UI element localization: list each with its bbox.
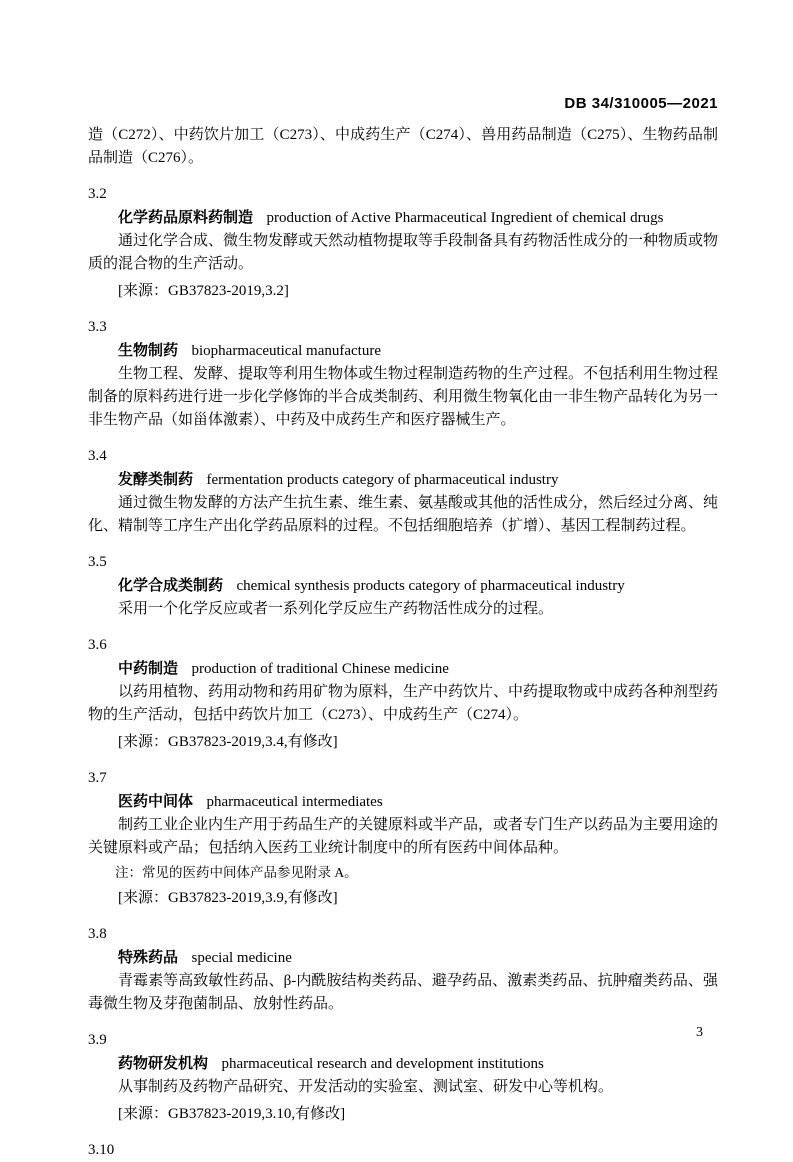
term-zh: 特殊药品 [118, 949, 179, 966]
term-en: production of traditional Chinese medicine [191, 661, 449, 677]
source-line: [来源：GB37823-2019,3.9,有修改] [118, 890, 338, 906]
source-line: [来源：GB37823-2019,3.2] [118, 283, 289, 299]
term-line [88, 946, 718, 970]
page-content [88, 96, 718, 1162]
term-en: chemical synthesis products category of pharmaceutical industry [236, 578, 625, 594]
definition-paragraph: 通过化学合成、微生物发酵或天然动植物提取等手段制备具有药物活性成分的一种物质或物质的混合物的生产活动。 [88, 233, 719, 272]
source-line: [来源：GB37823-2019,3.10,有修改] [118, 1106, 346, 1122]
section-number: 3.5 [88, 554, 107, 570]
term-en: biopharmaceutical manufacture [191, 343, 382, 359]
term-zh: 中药制造 [118, 660, 179, 677]
definition-paragraph: 生物工程、发酵、提取等利用生物体或生物过程制造药物的生产过程。不包括利用生物过程制备的原料药进行进一步化学修饰的半合成类制药、利用微生物氧化由一非生物产品转化为另一非生物产品（如甾体激素）、中药及中成药生产和医疗器械生产。 [88, 366, 719, 428]
term-line [88, 657, 718, 681]
term-zh: 药物研发机构 [118, 1055, 209, 1072]
section-number: 3.7 [88, 770, 107, 786]
term-en: production of Active Pharmaceutical Ingredient of chemical drugs [266, 210, 664, 226]
definition-paragraph: 通过微生物发酵的方法产生抗生素、维生素、氨基酸或其他的活性成分，然后经过分离、纯化、精制等工序生产出化学药品原料的过程。不包括细胞培养（扩增）、基因工程制药过程。 [88, 495, 719, 534]
term-line [88, 339, 718, 363]
section-number: 3.4 [88, 448, 107, 464]
page-number: 3 [696, 1025, 703, 1040]
source-line: [来源：GB37823-2019,3.4,有修改] [118, 734, 338, 750]
term-line [88, 1052, 718, 1076]
term-line [88, 468, 718, 492]
term-en: fermentation products category of pharmaceutical industry [206, 472, 559, 488]
term-zh: 生物制药 [118, 342, 179, 359]
definition-paragraph: 制药工业企业内生产用于药品生产的关键原料或半产品，或者专门生产以药品为主要用途的关键原料或产品；包括纳入医药工业统计制度中的所有医药中间体品种。 [88, 817, 719, 856]
section-number: 3.6 [88, 637, 107, 653]
standard-number-header: DB 34/310005—2021 [564, 95, 718, 112]
term-line [88, 206, 718, 230]
term-en: pharmaceutical intermediates [206, 794, 383, 810]
section-number: 3.8 [88, 926, 107, 942]
definition-paragraph: 从事制药及药物产品研究、开发活动的实验室、测试室、研发中心等机构。 [118, 1079, 614, 1095]
section-number: 3.2 [88, 186, 107, 202]
section-number: 3.3 [88, 319, 107, 335]
term-zh: 发酵类制药 [118, 471, 194, 488]
section-number: 3.9 [88, 1032, 107, 1048]
definition-paragraph: 采用一个化学反应或者一系列化学反应生产药物活性成分的过程。 [118, 601, 554, 617]
note-line: 注：常见的医药中间体产品参见附录 A。 [115, 865, 358, 880]
terms-sections [88, 183, 718, 1162]
term-zh: 化学药品原料药制造 [118, 209, 254, 226]
definition-paragraph: 以药用植物、药用动物和药用矿物为原料，生产中药饮片、中药提取物或中成药各种剂型药物的生产活动，包括中药饮片加工（C273）、中成药生产（C274）。 [88, 684, 719, 723]
term-en: special medicine [191, 950, 292, 966]
term-line [88, 574, 718, 598]
section-number: 3.10 [88, 1142, 115, 1158]
term-en: pharmaceutical research and development institutions [221, 1056, 544, 1072]
term-zh: 医药中间体 [118, 793, 194, 810]
term-line [88, 790, 718, 814]
continuation-paragraph: 造（C272）、中药饮片加工（C273）、中成药生产（C274）、兽用药品制造（C275）、生物药品制品制造（C276）。 [88, 127, 718, 166]
definition-paragraph: 青霉素等高致敏性药品、β-内酰胺结构类药品、避孕药品、激素类药品、抗肿瘤类药品、强毒微生物及芽孢菌制品、放射性药品。 [88, 973, 718, 1012]
term-zh: 化学合成类制药 [118, 577, 224, 594]
